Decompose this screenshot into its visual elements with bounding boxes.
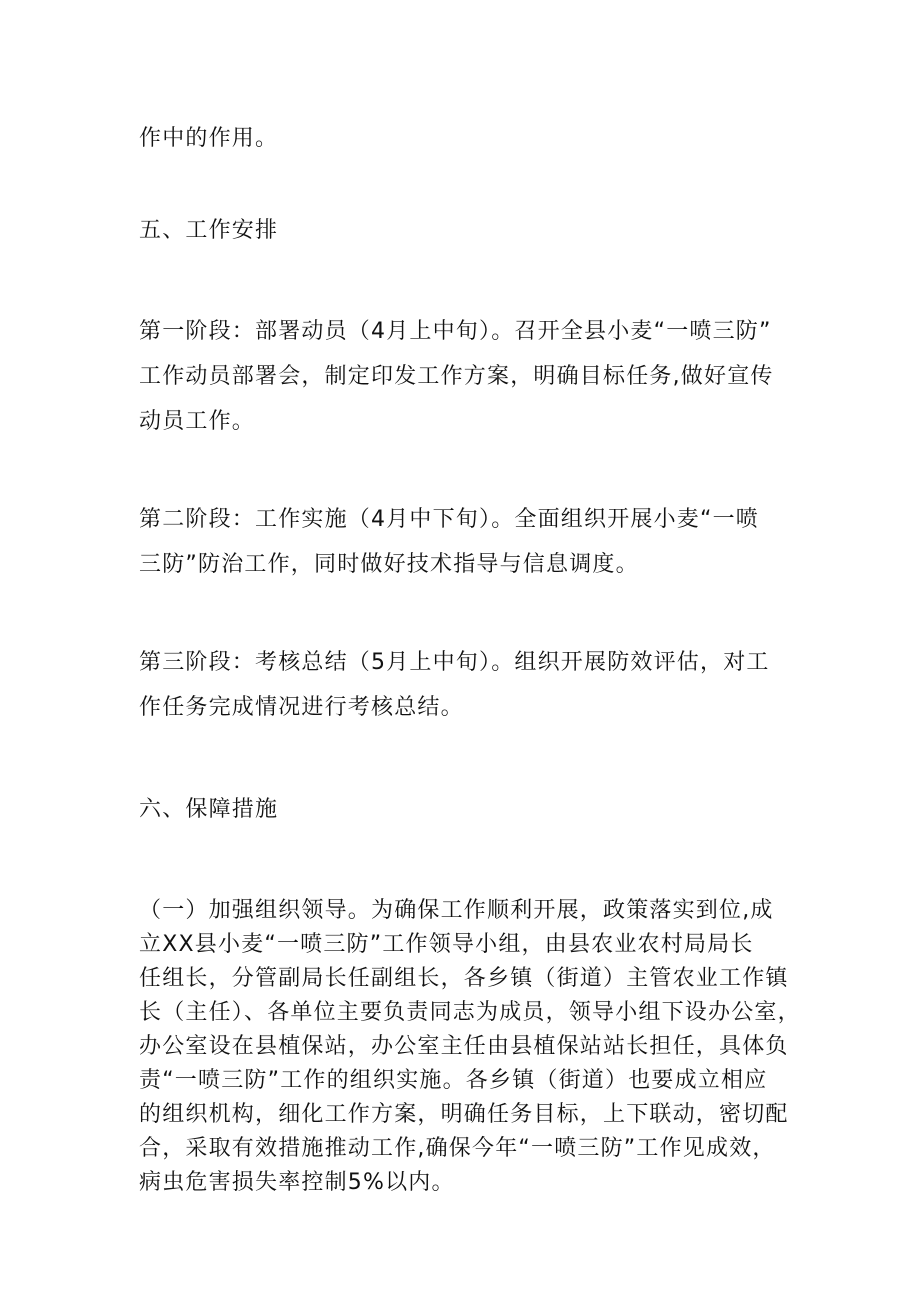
paragraph-line: 任组长，分管副局长任副组长，各乡镇（街道）主管农业工作镇 bbox=[139, 966, 789, 991]
continuation-paragraph bbox=[139, 116, 799, 161]
section-heading: 六、保障措施 bbox=[139, 797, 279, 822]
paragraph-line: 长（主任）、各单位主要负责同志为成员，领导小组下设办公室， bbox=[139, 1000, 801, 1025]
paragraph-line: 的组织机构，细化工作方案，明确任务目标，上下联动，密切配 bbox=[139, 1102, 789, 1127]
stage1-paragraph bbox=[139, 309, 799, 444]
paragraph-line: 合，采取有效措施推动工作,确保今年“一喷三防”工作见成效， bbox=[139, 1136, 776, 1161]
paragraph-line: 作任务完成情况进行考核总结。 bbox=[139, 695, 464, 720]
paragraph-line: 病虫危害损失率控制5%以内。 bbox=[139, 1170, 455, 1195]
section-heading-safeguards bbox=[139, 787, 799, 832]
stage3-paragraph bbox=[139, 640, 799, 730]
paragraph-line: 第一阶段：部署动员（4月上中旬）。召开全县小麦“一喷三防” bbox=[139, 319, 772, 344]
organization-leadership-paragraph bbox=[139, 894, 799, 1200]
paragraph-line: 责“一喷三防”工作的组织实施。各乡镇（街道）也要成立相应 bbox=[139, 1068, 768, 1093]
paragraph-line: （一）加强组织领导。为确保工作顺利开展，政策落实到位,成 bbox=[139, 898, 774, 923]
stage2-paragraph bbox=[139, 497, 799, 587]
section-heading: 五、工作安排 bbox=[139, 218, 279, 243]
paragraph-line: 动员工作。 bbox=[139, 409, 256, 434]
paragraph-line: 办公室设在县植保站，办公室主任由县植保站站长担任，具体负 bbox=[139, 1034, 789, 1059]
paragraph-line: 三防”防治工作，同时做好技术指导与信息调度。 bbox=[139, 552, 639, 577]
paragraph-line: 工作动员部署会，制定印发工作方案，明确目标任务,做好宣传 bbox=[139, 364, 774, 389]
paragraph-line: 立XX县小麦“一喷三防”工作领导小组，由县农业农村局局长 bbox=[139, 932, 754, 957]
section-heading-work-arrangement bbox=[139, 208, 799, 253]
paragraph-line: 作中的作用。 bbox=[139, 126, 279, 151]
paragraph-line: 第三阶段：考核总结（5月上中旬）。组织开展防效评估，对工 bbox=[139, 650, 770, 675]
paragraph-line: 第二阶段：工作实施（4月中下旬）。全面组织开展小麦“一喷 bbox=[139, 507, 759, 532]
